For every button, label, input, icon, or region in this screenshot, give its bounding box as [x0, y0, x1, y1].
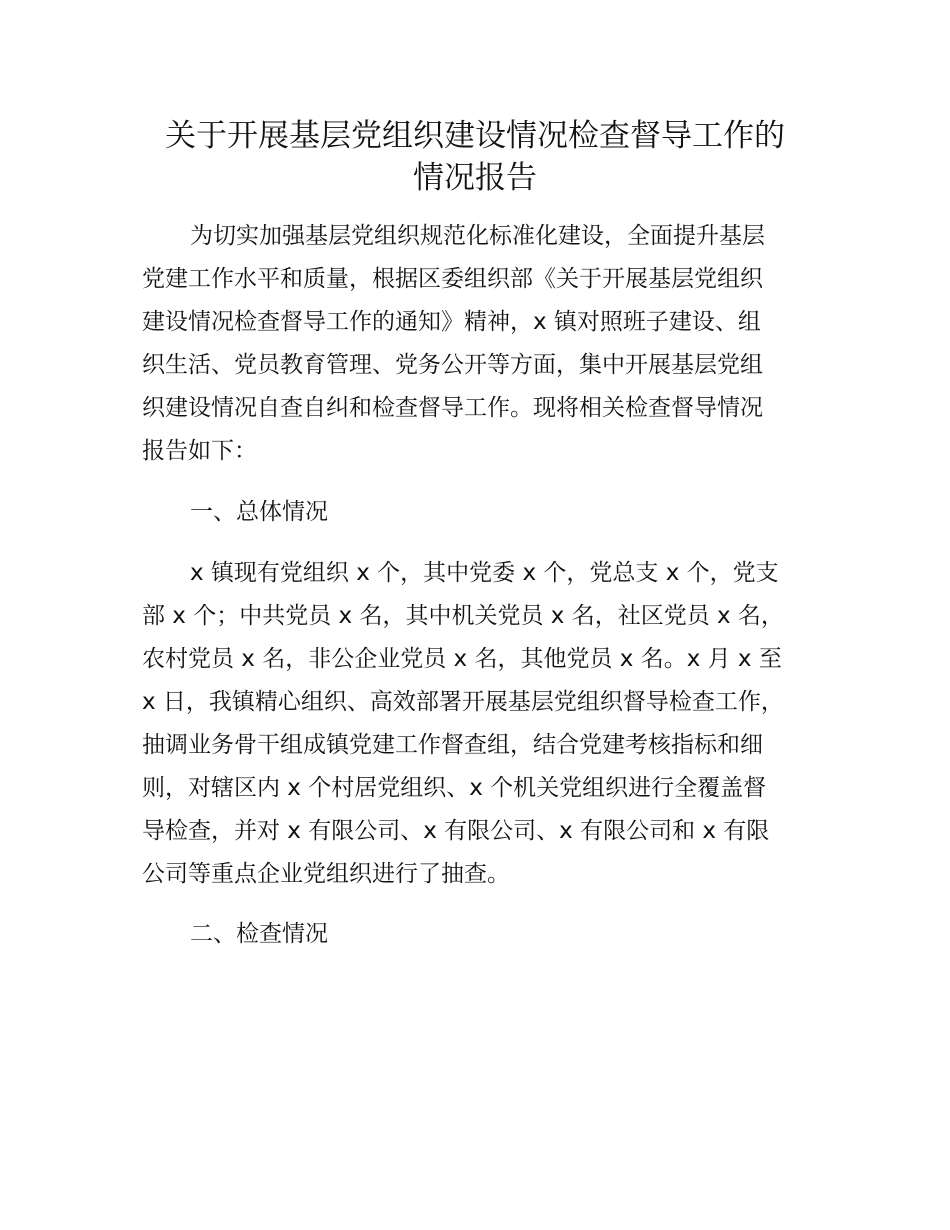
section-1-paragraph [142, 552, 832, 896]
intro-line: 为切实加强基层党组织规范化标准化建设，全面提升基层 [190, 223, 765, 249]
spacer [142, 896, 832, 913]
document-body [142, 215, 832, 956]
intro-line: 建设情况检查督导工作的通知》精神，x 镇对照班子建设、组 [142, 309, 761, 335]
intro-line: 织生活、党员教育管理、党务公开等方面，集中开展基层党组 [142, 352, 763, 378]
intro-line: 党建工作水平和质量，根据区委组织部《关于开展基层党组织 [142, 266, 763, 292]
section-1-line: 公司等重点企业党组织进行了抽查。 [142, 861, 510, 887]
section-1-line: 则，对辖区内 x 个村居党组织、x 个机关党组织进行全覆盖督 [142, 775, 767, 801]
section-1-line: 抽调业务骨干组成镇党建工作督查组，结合党建考核指标和细 [142, 732, 763, 758]
section-1-line: 导检查，并对 x 有限公司、x 有限公司、x 有限公司和 x 有限 [142, 818, 770, 844]
section-1-heading: 一、总体情况 [190, 499, 328, 525]
spacer [142, 473, 832, 491]
document-title-line-1: 关于开展基层党组织建设情况检查督导工作的 [165, 118, 785, 154]
document-title-line-2: 情况报告 [413, 160, 537, 196]
section-2-heading: 二、检查情况 [190, 921, 328, 947]
spacer [142, 534, 832, 552]
intro-paragraph [142, 215, 832, 473]
section-1-line: 部 x 个；中共党员 x 名，其中机关党员 x 名，社区党员 x 名， [142, 603, 784, 629]
section-1-line: 农村党员 x 名，非公企业党员 x 名，其他党员 x 名。x 月 x 至 [142, 646, 782, 672]
section-1-line: x 镇现有党组织 x 个，其中党委 x 个，党总支 x 个，党支 [190, 560, 779, 586]
intro-line: 报告如下： [142, 438, 257, 464]
section-1-line: x 日，我镇精心组织、高效部署开展基层党组织督导检查工作， [142, 689, 784, 715]
intro-line: 织建设情况自查自纠和检查督导工作。现将相关检查督导情况 [142, 395, 763, 421]
